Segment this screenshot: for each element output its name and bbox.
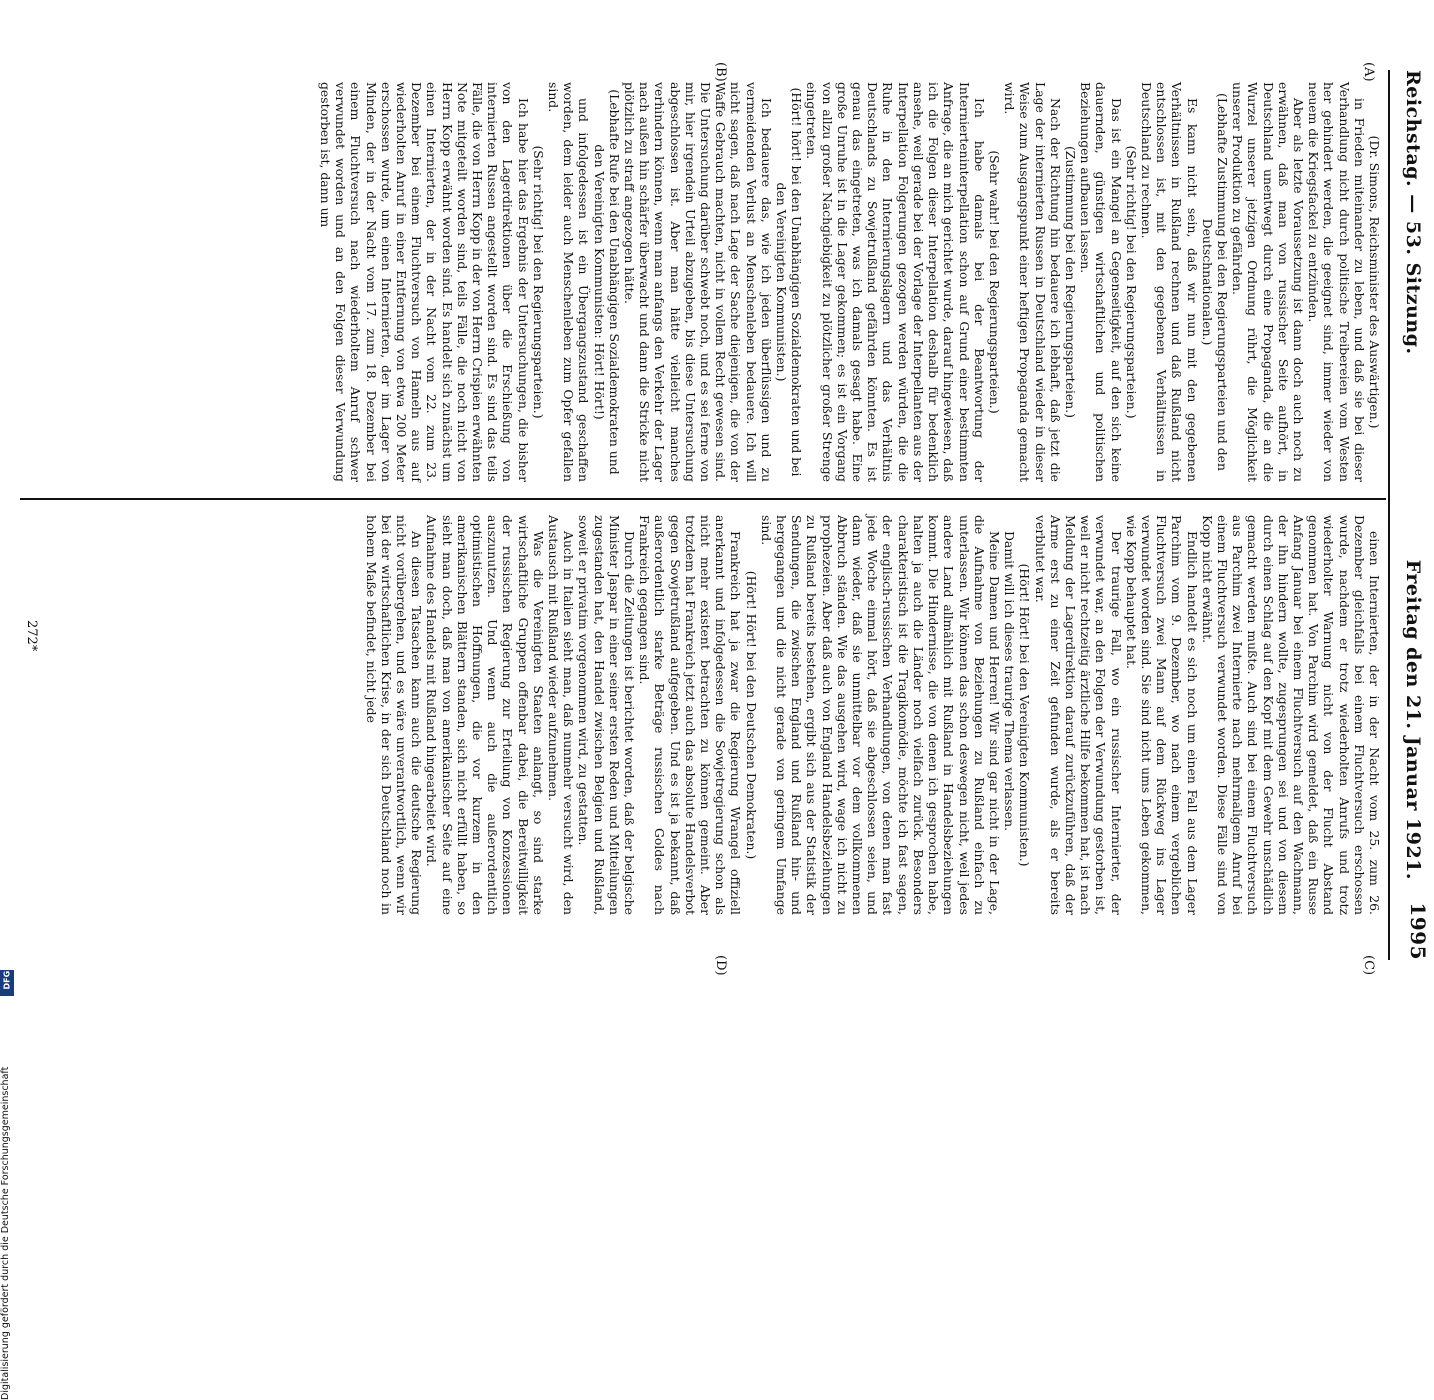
paragraph: und infolgedessen ist ein Übergangszustand geschaffen worden, dem leider auch Menschenleben zum Opfer gefallen sind. (546, 82, 592, 482)
interjection: (Hört! hört! bei den Unabhängigen Sozialdemokraten und bei den Vereinigten Kommunisten.) (774, 87, 805, 477)
paragraph: Ich bedauere das, wie ich jeden überflüssigen und zu vermeidenden Verlust an Menschenleben bedauere. Ich will nicht sagen, daß nach Lage der Sache diejenigen, die von der Waffe Gebrauch machten, nicht in vollem Recht gewesen sind. Die Untersuchung darüber schwebt noch, und es sei ferne von mir, hier irgendein Urteil abzugeben, bis diese Untersuchung abgeschlossen ist. Aber man hätte vielleicht manches verhindern können, wenn man anfangs den Verkehr der Lager nach außen hin schärfer überwacht und dann die Stricke nicht plötzlich zu straff angezogen hätte. (622, 82, 774, 482)
paragraph: Nach der Richtung hin bedauere ich lebhaft, daß jetzt die Lage der internierten Russen in Deutschland wieder in dieser Weise zum Ausgangspunkt einer heftigen Propaganda gemacht wird. (1002, 82, 1063, 482)
paragraph: Ich habe hier das Ergebnis der Untersuchungen, die bisher von den Lagerdirektionen über die Erschießung von internierten Russen angestellt worden sind. Es sind das teils Fälle, die von Herrn Kopp in der von Herrn Crispien erwähnten Note mitgeteilt worden sind, teils Fälle, die noch nicht von Herrn Kopp erwähnt worden sind. Es handelt sich zunächst um einen Internierten, der in der Nacht vom 22. zum 23. Dezember bei einem Fluchtversuch von Hameln aus auf wiederholten Anruf in einer Entfernung von etwa 200 Meter erschossen wurde, um einen Internierten, der im Lager von Minden, der in der Nacht vom 17. zum 18. Dezember bei einem Fluchtversuch nach wiederholtem Anruf schwer verwundet worden und an den Folgen dieser Verwundung gestorben ist, dann um (317, 82, 531, 482)
margin-mark-a: (A) (1361, 62, 1376, 82)
paragraph: Der traurige Fall, wo ein russischer Internierter, der verwundet war, an den Folgen der Verwundung gestorben ist, weil er nicht rechtzeitig ärztliche Hilfe bekommen hat, ist nach Meldung der Lagerdirektion darauf zurückzuführen, daß der Arme erst zu einer Zeit gefunden wurde, als er bereits verblutet war. (1032, 515, 1124, 915)
paragraph: Frankreich hat ja zwar die Regierung Wrangel offiziell anerkannt und infolgedessen die Sowjetregierung schon als nicht mehr existent betrachten zu können gemeint. Aber trotzdem hat Frankreich jetzt auch das absolute Handelsverbot gegen Sowjetrußland aufgegeben. Und es ist ja bekannt, daß außerordentlich starke Beträge russischen Goldes nach Frankreich gegangen sind. (637, 515, 744, 915)
header-right: Freitag den 21. Januar 1921. (1402, 559, 1424, 880)
paragraph: Endlich handelt es sich noch um einen Fall aus dem Lager Parchim vom 9. Dezember, wo nach einem vergeblichen Fluchtversuch zwei Mann auf dem Rückweg ins Lager verwundet worden sind. Sie sind nicht ums Leben gekommen, wie Kopp behauptet hat. (1123, 515, 1200, 915)
header-left: Reichstag. — 53. Sitzung. (1402, 70, 1424, 355)
interjection: (Lebhafte Rufe bei den Unabhängigen Sozialdemokraten und den Vereinigten Kommunisten: Hört! Hört!) (591, 89, 622, 475)
paragraph: einen Internierten, der in der Nacht vom 25. zum 26. Dezember gleichfalls bei einem Fluchtversuch erschossen wurde, nachdem er trotz wiederholten Anrufs und trotz wiederholter Warnung nicht von der Flucht Abstand genommen hat. Von Parchim wird gemeldet, daß ein Russe Anfang Januar bei einem Fluchtversuch auf den Wachmann, der ihn hindern wollte, zugesprungen sei und von diesem durch einen Schlag auf den Kopf mit dem Gewehr unschädlich gemacht werden mußte. Auch sind bei einem Fluchtversuch aus Parchim zwei Internierte nach mehrmaligem Anruf bei einem Fluchtversuch verwundet worden. Diese Fälle sind von Kopp nicht erwähnt. (1199, 515, 1382, 915)
speaker-line: (Dr. Simons, Reichsminister des Auswärtigen.) (1367, 135, 1382, 429)
interjection: (Lebhafte Zustimmung bei den Regierungsparteien und den Deutschnationalen.) (1199, 92, 1230, 471)
running-header (1394, 70, 1430, 960)
interjection: (Hört! Hört! bei den Vereinigten Kommunisten.) (1017, 563, 1033, 867)
header-rule (1388, 70, 1390, 960)
paragraph: Ich habe damals bei der Beantwortung der Internierteninterpellation schon auf Grund einer bestimmten Anfrage, die an mich gerichtet wurde, darauf hingewiesen, daß ich die Folgen dieser Interpellation deshalb für bedenklich ansehe, weil gerade bei der Vorlage der Interpellanten aus der Interpellation Folgerungen gezogen werden würden, die die Ruhe in den Internierungslagern und das Verhältnis Deutschlands zu Sowjetrußland gefährden könnten. Es ist genau das eingetreten, was ich damals gesagt habe. Eine große Unruhe ist in die Lager gekommen; es ist ein Vorgang von allzu großer Nachgiebigkeit zu plötzlicher großer Strenge eingetreten. (804, 82, 987, 482)
interjection: (Sehr richtig! bei den Regierungsparteien.) (530, 145, 546, 419)
dfg-logo-text: DFG (2, 970, 12, 990)
margin-mark-d: (D) (713, 955, 728, 976)
paragraph: Aber als letzte Voraussetzung ist dann doch auch noch zu erwähnen, daß man von russischer Seite aufhört, in Deutschland unentwegt durch eine Propaganda, die an die Wurzel unserer jetzigen Ordnung rührt, die Möglichkeit unserer Produktion zu gefährden. (1230, 82, 1306, 482)
paragraph: Auch in Italien sieht man, daß nunmehr versucht wird, den Austausch mit Rußland wieder aufzunehmen. (546, 515, 577, 915)
paragraph: Das ist ein Mangel an Gegenseitigkeit, auf den sich keine dauernden, günstigen wirtschaftlichen und politischen Beziehungen aufbauen lassen. (1078, 82, 1124, 482)
margin-mark-b: (B) (713, 62, 728, 82)
paragraph: in Frieden miteinander zu leben, und daß sie bei dieser Verhandlung nicht durch politische Treibereien vom Westen her gehindert werden, die geeignet sind, immer wieder von neuem die Kriegsfackel zu entzünden. (1306, 82, 1367, 482)
paragraph: An diesen Tatsachen kann auch die deutsche Regierung nicht vorübergehen, und es wäre unverantwortlich, wenn wir bei der wirtschaftlichen Krise, in der sich Deutschland noch in hohem Maße befindet, nicht jede (363, 515, 425, 915)
interjection: (Sehr richtig! bei den Regierungsparteien.) (1123, 145, 1139, 419)
right-column (40, 515, 1382, 915)
page-number: 1995 (1406, 902, 1430, 960)
interjection: (Zustimmung bei den Regierungsparteien.) (1062, 145, 1078, 419)
paragraph: Damit will ich dieses traurige Thema verlassen. (1002, 531, 1018, 832)
column-divider (20, 498, 1386, 500)
digitization-note (0, 760, 12, 1400)
interjection: (Sehr wahr! bei den Regierungsparteien.) (986, 150, 1002, 414)
dfg-logo (0, 970, 14, 996)
paragraph: Es kann nicht sein, daß wir nun mit den gegebenen Verhältnissen in Rußland rechnen und daß Rußland nicht entschlossen ist, mit den gegebenen Verhältnissen in Deutschland zu rechnen. (1138, 82, 1200, 482)
paragraph: Meine Damen und Herren! Wir sind gar nicht in der Lage, die Aufnahme von Beziehungen zu Rußland einfach zu unterlassen. Wir können das schon deswegen nicht, weil jedes andere Land allmählich mit Rußland in Handelsbeziehungen kommt. Die Hindernisse, die von denen ich gesprochen habe, halten ja auch die Länder noch vielfach zurück. Besonders charakteristisch ist die Tragikomödie, möchte ich fast sagen, der englisch-russischen Verhandlungen, von denen man fast jede Woche einmal hört, daß sie abgeschlossen seien, und dann wieder, daß sie unmittelbar vor dem vollkommenen Abbruch ständen. Wie das ausgehen wird, wage ich nicht zu prophezeien. Aber daß auch von England Handelsbeziehungen zu Rußland bereits bestehen, ergibt sich aus der Statistik der Sendungen, die zwischen England und Rußland hin- und hergegangen und die nicht gerade von geringem Umfange sind. (758, 515, 1002, 915)
paragraph: Durch die Zeitungen ist berichtet worden, daß der belgische Minister Jaspar in einer seiner ersten Reden und Mitteilungen zugestanden hat, den Handel zwischen Belgien und Rußland, soweit er privatim vorgenommen wird, zu gestatten. (576, 515, 638, 915)
paragraph: Was die Vereinigten Staaten anlangt, so sind starke wirtschaftliche Gruppen offenbar dabei, die Bereitwilligkeit der russischen Regierung zur Erteilung von Konzessionen auszunutzen. Und wenn auch die außerordentlich optimistischen Hoffnungen, die vor kurzem in den amerikanischen Blättern standen, sich nicht erfüllt haben, so sieht man doch, daß man von amerikanischer Seite auf eine Aufnahme des Handels mit Rußland hingearbeitet wird. (424, 515, 546, 915)
left-column (40, 82, 1382, 482)
margin-mark-c: (C) (1361, 955, 1376, 976)
interjection: (Hört! Hört! bei den Deutschen Demokraten.) (743, 570, 759, 860)
digitization-note-text: Digitalisierung gefördert durch die Deutsche Forschungsgemeinschaft (0, 1066, 11, 1400)
sheet-signature: 272* (24, 620, 39, 652)
